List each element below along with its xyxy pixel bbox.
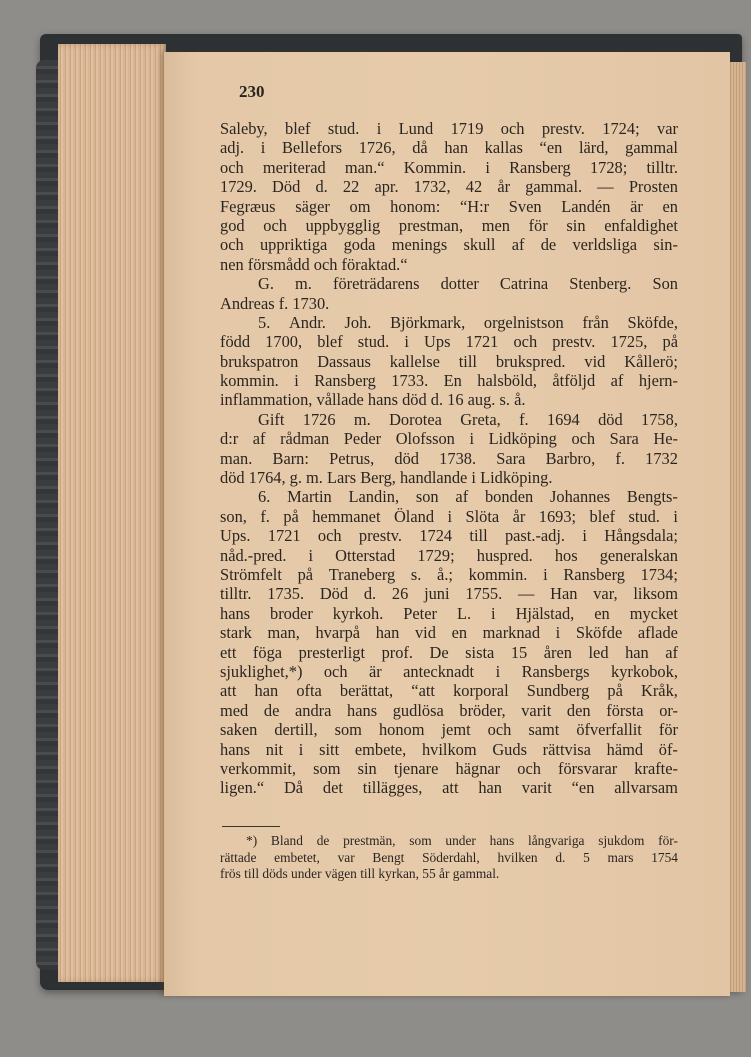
text-line: med de andra hans gudlösa bröder, varit den första or- (220, 700, 678, 720)
text-line: Gift 1726 m. Dorotea Greta, f. 1694 död 1758, (258, 409, 678, 429)
text-line: G. m. företrädarens dotter Catrina Stenberg. Son (258, 274, 678, 294)
text-line: brukspatron Dassaus kallelse till brukspred. vid Kållerö; (220, 351, 678, 371)
text-line: 6. Martin Landin, son af bonden Johannes Bengts- (258, 487, 678, 507)
text-line: död 1764, g. m. Lars Berg, handlande i Lidköping. (220, 468, 553, 488)
text-line: kommin. i Ransberg 1733. En halsböld, åtföljd af hjern- (220, 371, 678, 391)
text-line: Saleby, blef stud. i Lund 1719 och prestv. 1724; var (220, 119, 678, 138)
text-line: ligen.“ Då det tillägges, att han varit “en allvarsam (220, 778, 678, 798)
text-line: ett föga presterligt prof. De sista 15 åren led han af (220, 642, 678, 662)
text-line: verkommit, som sin tjenare hägnar och försvarar krafte- (220, 758, 678, 778)
text-line: tilltr. 1735. Död d. 26 juni 1755. — Han var, liksom (220, 584, 678, 604)
text-line: och uppriktiga goda menings skull af de verldsliga sin- (220, 235, 678, 255)
text-line: nåd.-pred. i Otterstad 1729; huspred. hos generalskan (220, 545, 678, 565)
text-line: stark man, hvarpå han vid en marknad i Sköfde aflade (220, 623, 678, 643)
text-line: Fegræus säger om honom: “H:r Sven Landén är en (220, 196, 678, 216)
text-line: och meriterad man.“ Kommin. i Ransberg 1728; tilltr. (220, 157, 678, 177)
text-line: 1729. Död d. 22 apr. 1732, 42 år gammal. — Prosten (220, 177, 678, 197)
footnote (220, 833, 678, 883)
text-line: Ups. 1721 och prestv. 1724 till past.-adj. i Hångsdala; (220, 526, 678, 546)
text-line: att han ofta berättat, “att korporal Sundberg på Kråk, (220, 681, 678, 701)
text-line: hans nit i sitt embete, hvilkom Guds rättvisa hämd öf- (220, 739, 678, 759)
page-stack-right (728, 62, 746, 992)
text-line: Strömfelt på Traneberg s. å.; kommin. i Ransberg 1734; (220, 564, 678, 584)
body-text (220, 119, 678, 798)
footnote-line: rättade embetet, var Bengt Söderdahl, hvilken d. 5 mars 1754 (220, 849, 678, 865)
text-line: god och uppbygglig prestman, men för sin enfaldighet (220, 215, 678, 235)
text-line: Andreas f. 1730. (220, 293, 330, 313)
text-line: d:r af rådman Peder Olofsson i Lidköping och Sara He- (220, 429, 678, 449)
footnote-line: frös till döds under vägen till kyrkan, 55 år gammal. (220, 866, 500, 882)
text-line: saken dertill, som honom jemt och samt öfverfallit för (220, 720, 678, 740)
text-line: adj. i Bellefors 1726, då han kallas “en lärd, gammal (220, 138, 678, 158)
text-line: nen försmådd och föraktad.“ (220, 254, 408, 274)
text-line: inflammation, vållade hans död d. 16 aug. s. å. (220, 390, 526, 410)
page-stack-left (58, 44, 166, 982)
text-line: hans broder kyrkoh. Peter L. i Hjälstad, en mycket (220, 603, 678, 623)
text-line: född 1700, blef stud. i Ups 1721 och prestv. 1725, på (220, 332, 678, 352)
footnote-line: *) Bland de prestmän, som under hans långvariga sjukdom för- (246, 833, 678, 848)
text-line: 5. Andr. Joh. Björkmark, orgelnistson från Sköfde, (258, 312, 678, 332)
text-line: sjuklighet,*) och är antecknadt i Ransbergs kyrkobok, (220, 661, 678, 681)
text-line: son, f. på hemmanet Öland i Slöta år 1693; blef stud. i (220, 506, 678, 526)
page-number: 230 (239, 82, 265, 101)
text-line: man. Barn: Petrus, död 1738. Sara Barbro, f. 1732 (220, 448, 678, 468)
footnote-divider (222, 826, 280, 827)
